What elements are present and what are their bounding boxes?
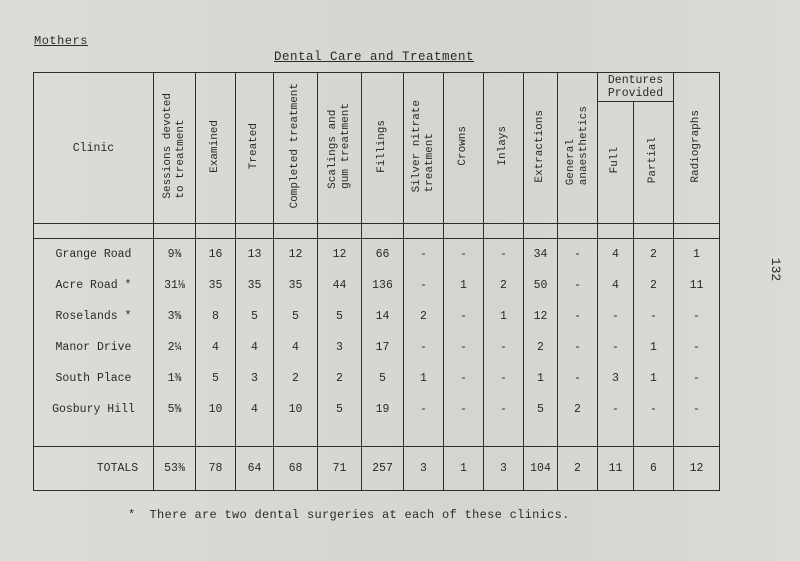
cell-anaesthetics: - [558, 270, 598, 301]
cell-fillings: 66 [362, 239, 404, 270]
cell-scalings: 3 [318, 332, 362, 363]
spacer-cell [34, 224, 154, 239]
cell-partial: - [634, 394, 674, 425]
cell-extractions: 50 [524, 270, 558, 301]
cell-fillings: 19 [362, 394, 404, 425]
footnote-text: There are two dental surgeries at each of these clinics. [149, 508, 570, 522]
cell-inlays: - [484, 394, 524, 425]
cell-completed: 5 [274, 301, 318, 332]
cell-silver: 1 [404, 363, 444, 394]
cell-anaesthetics: - [558, 239, 598, 270]
cell-full: 4 [598, 270, 634, 301]
cell-clinic: Manor Drive [34, 332, 154, 363]
header-inlays: Inlays [484, 73, 524, 224]
cell-sessions: 9⅜ [154, 239, 196, 270]
cell-sessions: 2¼ [154, 332, 196, 363]
cell-sessions: 53⅜ [154, 446, 196, 490]
spacer-cell [674, 224, 720, 239]
cell-clinic: TOTALS [34, 446, 154, 490]
cell-anaesthetics: - [558, 363, 598, 394]
header-completed: Completed treatment [274, 73, 318, 224]
cell-silver: - [404, 270, 444, 301]
cell-anaesthetics: 2 [558, 446, 598, 490]
spacer-cell [196, 224, 236, 239]
table-row [34, 239, 720, 270]
footnote [128, 508, 570, 522]
cell-radiographs: 1 [674, 239, 720, 270]
spacer-row [34, 425, 720, 446]
cell-examined: 16 [196, 239, 236, 270]
spacer-cell [404, 425, 444, 446]
cell-completed: 2 [274, 363, 318, 394]
cell-scalings: 12 [318, 239, 362, 270]
spacer-cell [34, 425, 154, 446]
cell-radiographs: 11 [674, 270, 720, 301]
section-title: Mothers [34, 34, 88, 48]
header-partial: Partial [634, 102, 674, 224]
table-row [34, 394, 720, 425]
cell-clinic: Grange Road [34, 239, 154, 270]
header-crowns: Crowns [444, 73, 484, 224]
spacer-cell [524, 425, 558, 446]
cell-anaesthetics: - [558, 301, 598, 332]
cell-clinic: Acre Road * [34, 270, 154, 301]
table-row [34, 332, 720, 363]
header-scalings: Scalings and gum treatment [318, 73, 362, 224]
cell-fillings: 5 [362, 363, 404, 394]
footnote-marker: * [128, 508, 136, 522]
cell-crowns: - [444, 239, 484, 270]
cell-radiographs: - [674, 332, 720, 363]
cell-fillings: 136 [362, 270, 404, 301]
spacer-cell [598, 224, 634, 239]
cell-silver: - [404, 332, 444, 363]
cell-inlays: 1 [484, 301, 524, 332]
table-title: Dental Care and Treatment [274, 50, 475, 64]
cell-silver: - [404, 239, 444, 270]
cell-treated: 3 [236, 363, 274, 394]
cell-radiographs: - [674, 363, 720, 394]
cell-silver: 2 [404, 301, 444, 332]
spacer-cell [154, 224, 196, 239]
spacer-cell [362, 224, 404, 239]
cell-completed: 12 [274, 239, 318, 270]
cell-partial: - [634, 301, 674, 332]
cell-crowns: - [444, 363, 484, 394]
table-body [34, 224, 720, 491]
header-treated: Treated [236, 73, 274, 224]
cell-anaesthetics: 2 [558, 394, 598, 425]
spacer-cell [634, 425, 674, 446]
spacer-cell [444, 224, 484, 239]
cell-fillings: 257 [362, 446, 404, 490]
cell-completed: 4 [274, 332, 318, 363]
spacer-cell [236, 425, 274, 446]
spacer-cell [318, 224, 362, 239]
cell-scalings: 5 [318, 394, 362, 425]
cell-treated: 4 [236, 332, 274, 363]
header-silver-nitrate: Silver nitrate treatment [404, 73, 444, 224]
cell-scalings: 71 [318, 446, 362, 490]
cell-examined: 5 [196, 363, 236, 394]
cell-crowns: - [444, 394, 484, 425]
cell-completed: 68 [274, 446, 318, 490]
header-anaesthetics: General anaesthetics [558, 73, 598, 224]
cell-silver: 3 [404, 446, 444, 490]
spacer-cell [274, 224, 318, 239]
page-number: 132 [768, 257, 784, 282]
cell-full: - [598, 301, 634, 332]
cell-extractions: 104 [524, 446, 558, 490]
cell-full: 3 [598, 363, 634, 394]
cell-examined: 8 [196, 301, 236, 332]
cell-treated: 35 [236, 270, 274, 301]
cell-crowns: 1 [444, 270, 484, 301]
cell-inlays: 3 [484, 446, 524, 490]
cell-fillings: 17 [362, 332, 404, 363]
cell-examined: 35 [196, 270, 236, 301]
cell-fillings: 14 [362, 301, 404, 332]
cell-full: 4 [598, 239, 634, 270]
header-full: Full [598, 102, 634, 224]
spacer-cell [558, 425, 598, 446]
cell-clinic: South Place [34, 363, 154, 394]
cell-treated: 4 [236, 394, 274, 425]
header-sessions: Sessions devoted to treatment [154, 73, 196, 224]
cell-treated: 5 [236, 301, 274, 332]
cell-treated: 64 [236, 446, 274, 490]
cell-crowns: - [444, 332, 484, 363]
cell-partial: 6 [634, 446, 674, 490]
cell-inlays: - [484, 239, 524, 270]
header-clinic: Clinic [34, 73, 154, 224]
header-row [34, 73, 720, 102]
spacer-cell [196, 425, 236, 446]
table-row [34, 363, 720, 394]
cell-examined: 10 [196, 394, 236, 425]
spacer-cell [558, 224, 598, 239]
cell-partial: 1 [634, 363, 674, 394]
cell-full: - [598, 332, 634, 363]
cell-partial: 1 [634, 332, 674, 363]
cell-radiographs: - [674, 301, 720, 332]
spacer-cell [274, 425, 318, 446]
cell-crowns: - [444, 301, 484, 332]
spacer-cell [484, 224, 524, 239]
cell-extractions: 2 [524, 332, 558, 363]
spacer-cell [484, 425, 524, 446]
spacer-cell [154, 425, 196, 446]
cell-radiographs: - [674, 394, 720, 425]
cell-sessions: 1⅜ [154, 363, 196, 394]
spacer-cell [674, 425, 720, 446]
spacer-row [34, 224, 720, 239]
cell-clinic: Gosbury Hill [34, 394, 154, 425]
header-radiographs: Radiographs [674, 73, 720, 224]
header-fillings: Fillings [362, 73, 404, 224]
spacer-cell [444, 425, 484, 446]
cell-scalings: 5 [318, 301, 362, 332]
cell-extractions: 1 [524, 363, 558, 394]
header-examined: Examined [196, 73, 236, 224]
header-extractions: Extractions [524, 73, 558, 224]
cell-sessions: 3⅝ [154, 301, 196, 332]
cell-extractions: 5 [524, 394, 558, 425]
dental-care-table [33, 72, 720, 491]
totals-row [34, 446, 720, 490]
spacer-cell [362, 425, 404, 446]
cell-partial: 2 [634, 239, 674, 270]
cell-inlays: 2 [484, 270, 524, 301]
cell-completed: 35 [274, 270, 318, 301]
spacer-cell [634, 224, 674, 239]
cell-scalings: 2 [318, 363, 362, 394]
table-row [34, 270, 720, 301]
cell-full: 11 [598, 446, 634, 490]
header-dentures-provided: Dentures Provided [598, 73, 674, 102]
spacer-cell [598, 425, 634, 446]
cell-sessions: 31⅛ [154, 270, 196, 301]
cell-clinic: Roselands * [34, 301, 154, 332]
spacer-cell [524, 224, 558, 239]
spacer-cell [236, 224, 274, 239]
cell-scalings: 44 [318, 270, 362, 301]
table-row [34, 301, 720, 332]
cell-extractions: 34 [524, 239, 558, 270]
cell-sessions: 5⅝ [154, 394, 196, 425]
spacer-cell [404, 224, 444, 239]
cell-inlays: - [484, 363, 524, 394]
cell-anaesthetics: - [558, 332, 598, 363]
cell-completed: 10 [274, 394, 318, 425]
cell-full: - [598, 394, 634, 425]
cell-silver: - [404, 394, 444, 425]
cell-examined: 78 [196, 446, 236, 490]
cell-radiographs: 12 [674, 446, 720, 490]
spacer-cell [318, 425, 362, 446]
cell-partial: 2 [634, 270, 674, 301]
cell-crowns: 1 [444, 446, 484, 490]
cell-extractions: 12 [524, 301, 558, 332]
cell-examined: 4 [196, 332, 236, 363]
cell-treated: 13 [236, 239, 274, 270]
cell-inlays: - [484, 332, 524, 363]
